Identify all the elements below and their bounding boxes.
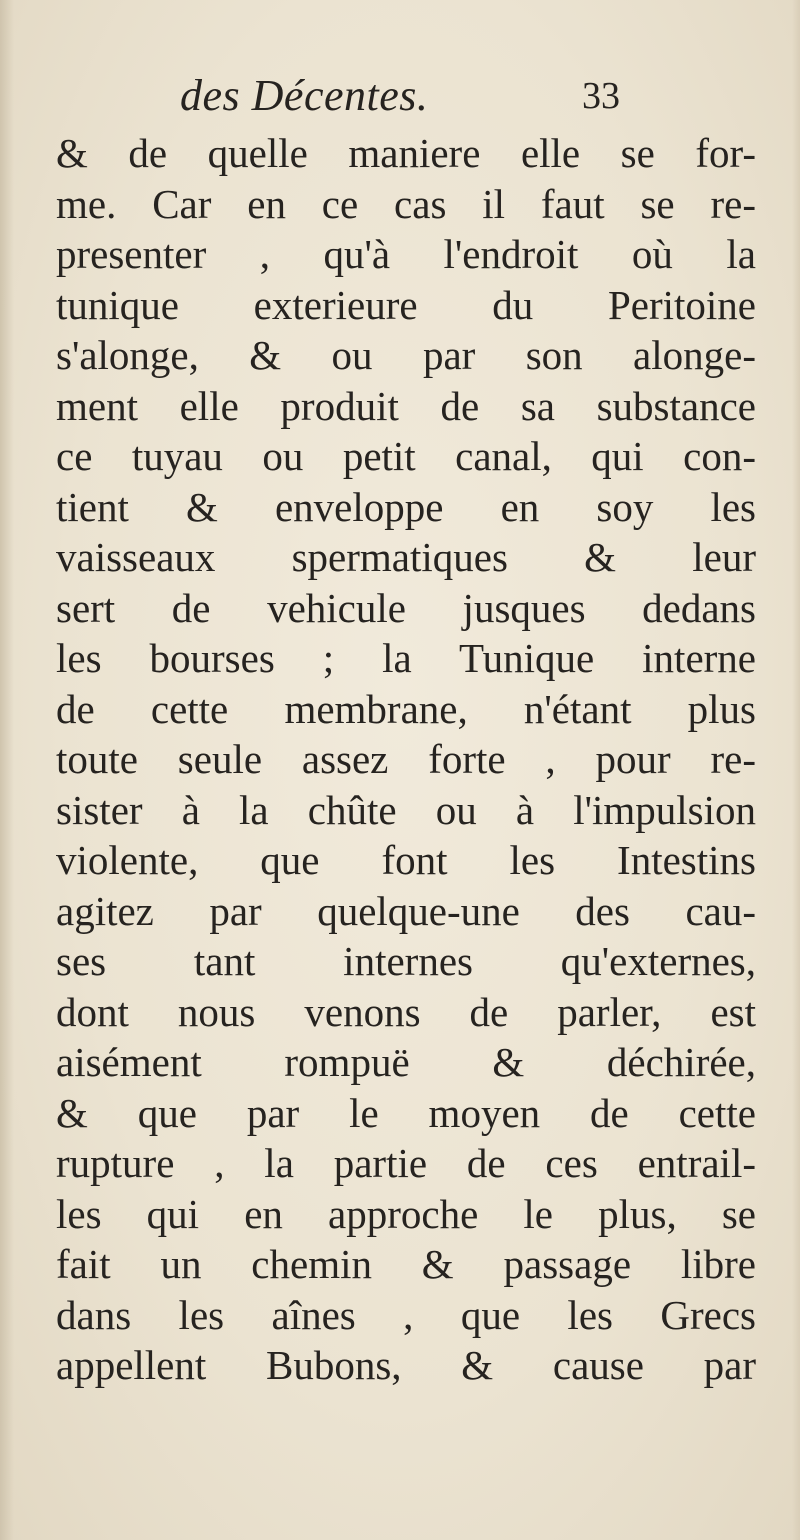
text-line: ses tant internes qu'externes, xyxy=(56,938,756,984)
text-line: tient & enveloppe en soy les xyxy=(56,483,756,530)
text-line: dans les aînes , que les Grecs xyxy=(56,1291,756,1338)
text-line: presenter , qu'à l'endroit où la xyxy=(56,231,756,277)
text-line: toute seule assez forte , pour re- xyxy=(56,736,756,782)
page-number: 33 xyxy=(582,75,620,117)
running-title: des Décentes. xyxy=(180,71,429,120)
text-line: rupture , la partie de ces entrail- xyxy=(56,1140,756,1186)
text-line: de cette membrane, n'étant plus xyxy=(56,685,756,732)
body-text xyxy=(56,128,756,1391)
text-line: vaisseaux spermatiques & leur xyxy=(56,534,756,580)
text-line: me. Car en ce cas il faut se re- xyxy=(56,180,756,227)
text-line: & de quelle maniere elle se for- xyxy=(56,130,756,176)
text-line: aisément rompuë & déchirée, xyxy=(56,1039,756,1085)
text-line: dont nous venons de parler, est xyxy=(56,988,756,1035)
text-line: agitez par quelque-une des cau- xyxy=(56,887,756,934)
text-line: fait un chemin & passage libre xyxy=(56,1241,756,1287)
page-edge xyxy=(792,0,800,1540)
gutter-shadow xyxy=(0,0,14,1540)
text-line: sert de vehicule jusques dedans xyxy=(56,584,756,631)
text-line: violente, que font les Intestins xyxy=(56,837,756,883)
text-line: s'alonge, & ou par son alonge- xyxy=(56,332,756,378)
text-line: tunique exterieure du Peritoine xyxy=(56,281,756,328)
text-line: ce tuyau ou petit canal, qui con- xyxy=(56,433,756,479)
text-line: les bourses ; la Tunique interne xyxy=(56,635,756,681)
text-line: les qui en approche le plus, se xyxy=(56,1190,756,1237)
text-line: sister à la chûte ou à l'impulsion xyxy=(56,786,756,833)
text-line: appellent Bubons, & cause par xyxy=(56,1342,756,1388)
page-header xyxy=(180,70,620,130)
text-line: & que par le moyen de cette xyxy=(56,1089,756,1136)
text-line: ment elle produit de sa substance xyxy=(56,382,756,429)
